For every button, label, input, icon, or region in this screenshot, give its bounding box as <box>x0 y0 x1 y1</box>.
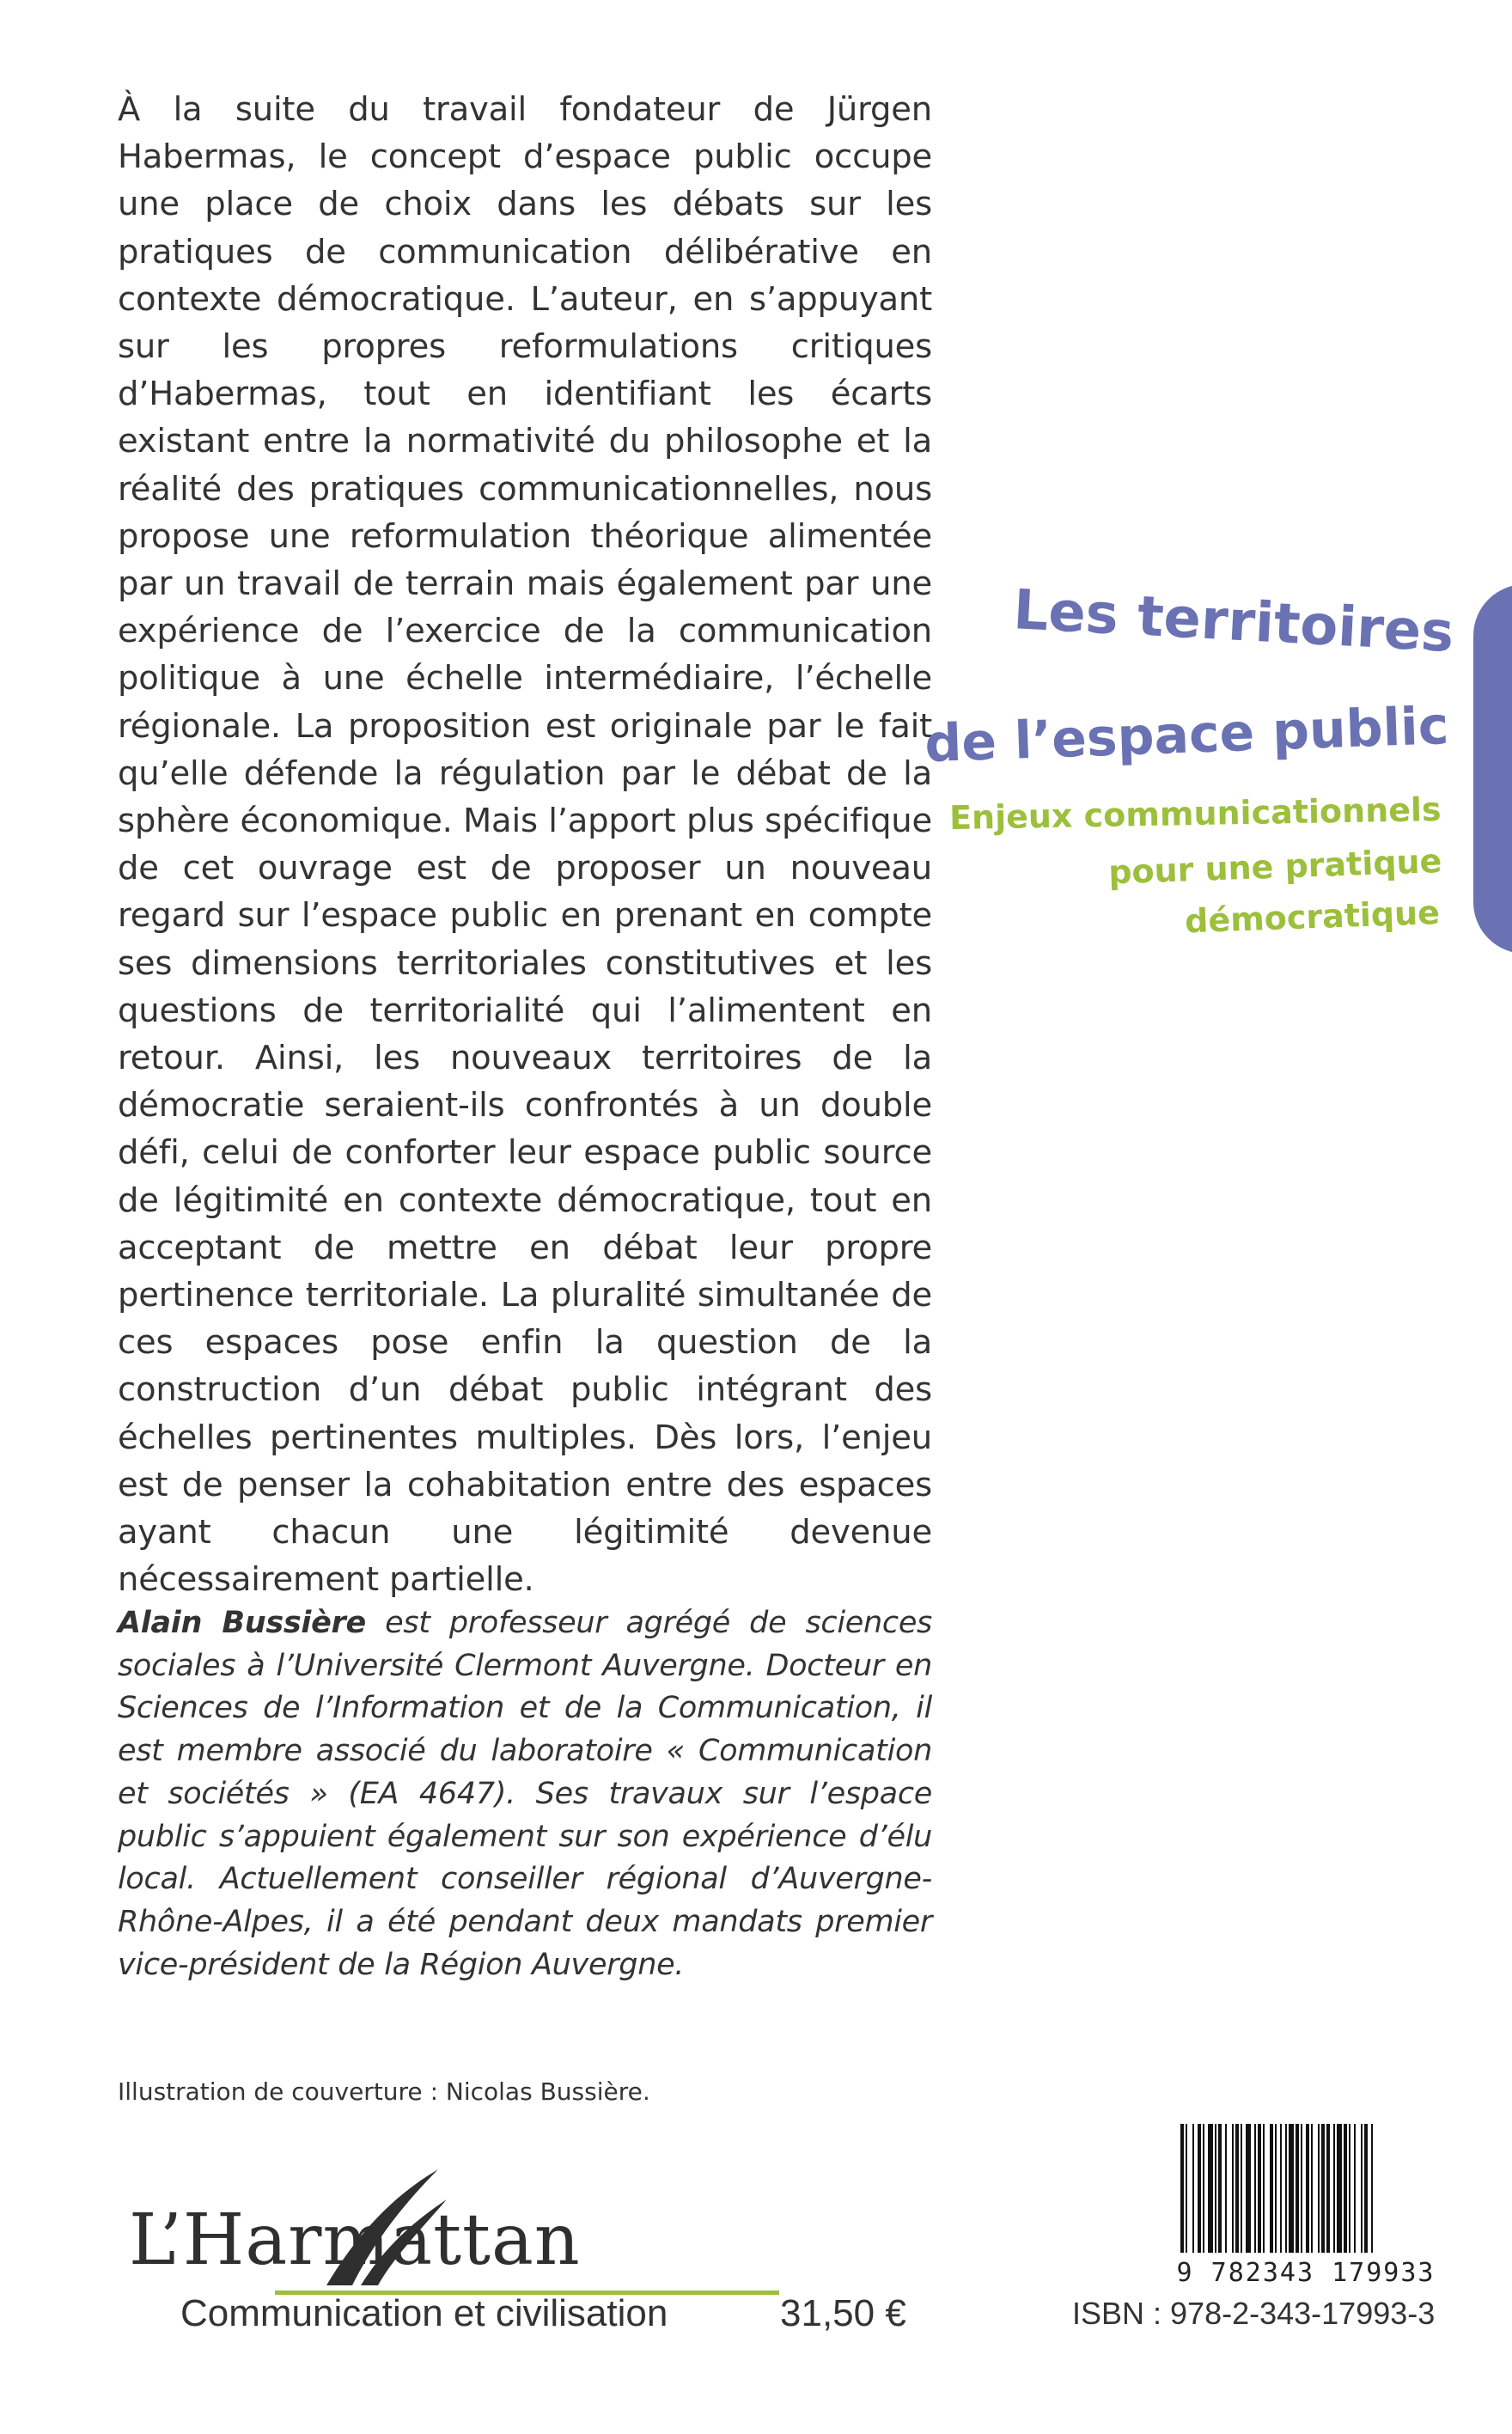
barcode-bar <box>1321 2124 1325 2253</box>
publisher-name: L’Harmattan <box>129 2199 581 2281</box>
barcode-bar <box>1225 2124 1227 2253</box>
barcode-bar <box>1180 2124 1184 2253</box>
book-title-line-1: Les territoires <box>1011 578 1455 665</box>
book-subtitle-line-3: démocratique <box>1184 894 1441 941</box>
cover-illustration-credit: Illustration de couverture : Nicolas Bussière. <box>118 2077 650 2106</box>
barcode-bar <box>1306 2124 1309 2253</box>
book-subtitle-line-2: pour une pratique <box>1107 842 1442 892</box>
barcode-bar <box>1270 2124 1273 2253</box>
price: 31,50 € <box>780 2292 906 2334</box>
barcode-bar <box>1361 2124 1363 2253</box>
author-bio <box>118 1602 932 1986</box>
barcode <box>1160 2120 1452 2292</box>
barcode-bar <box>1289 2124 1294 2253</box>
barcode-bars <box>1177 2124 1435 2253</box>
barcode-bar <box>1232 2124 1234 2253</box>
barcode-bar <box>1333 2124 1335 2253</box>
barcode-bar <box>1296 2124 1299 2253</box>
barcode-bar <box>1192 2124 1194 2253</box>
title-block <box>923 578 1460 954</box>
barcode-bar <box>1208 2124 1213 2253</box>
barcode-bar <box>1235 2124 1239 2253</box>
barcode-bar <box>1186 2124 1187 2253</box>
barcode-bar <box>1354 2124 1356 2253</box>
barcode-bar <box>1280 2124 1282 2253</box>
author-name: Alain Bussière <box>118 1606 366 1640</box>
barcode-bar <box>1198 2124 1201 2253</box>
book-title-line-2: de l’espace public <box>923 696 1450 775</box>
barcode-bar <box>1326 2124 1330 2253</box>
publisher-logo <box>129 2165 644 2303</box>
barcode-bar <box>1311 2124 1313 2253</box>
barcode-bar <box>1371 2124 1373 2253</box>
side-color-tab <box>1473 584 1512 954</box>
barcode-bar <box>1349 2124 1350 2253</box>
collection-name: Communication et civilisation <box>180 2292 668 2334</box>
barcode-bar <box>1275 2124 1277 2253</box>
barcode-bar <box>1337 2124 1342 2253</box>
book-subtitle-line-1: Enjeux communicationnels <box>949 790 1442 837</box>
barcode-digits: 9 782343 179933 <box>1176 2258 1436 2288</box>
barcode-bar <box>1203 2124 1204 2253</box>
barcode-bar <box>1241 2124 1242 2253</box>
barcode-bar <box>1258 2124 1261 2253</box>
barcode-bar <box>1254 2124 1256 2253</box>
barcode-bar <box>1301 2124 1302 2253</box>
barcode-bar <box>1246 2124 1251 2253</box>
barcode-bar <box>1263 2124 1265 2253</box>
barcode-bar <box>1285 2124 1287 2253</box>
barcode-bar <box>1364 2124 1368 2253</box>
barcode-bar <box>1318 2124 1320 2253</box>
author-bio-text: est professeur agrégé de sciences sociales à l’Université Clermont Auvergne. Docteur en Sciences de l’Information et de la Communication, il est membre associé du laboratoire « Communication et sociétés » (EA 4647). Ses travaux sur l’espace public s’appuient également sur son expérience d’élu local. Actuellement conseiller régional d’Auvergne-Rhône-Alpes, il a été pendant deux mandats premier vice-président de la Région Auvergne. <box>118 1606 932 1982</box>
back-cover-summary: À la suite du travail fondateur de Jürgen Habermas, le concept d’espace public occupe une place de choix dans les débats sur les pratiques de communication délibérative en contexte démocratique. L’auteur, en s’appuyant sur les propres reformulations critiques d’Habermas, tout en identifiant les écarts existant entre la normativité du philosophe et la réalité des pratiques communicationnelles, nous propose une reformulation théorique alimentée par un travail de terrain mais également par une expérience de l’exercice de la communication politique à une échelle intermédiaire, l’échelle régionale. La proposition est originale par le fait qu’elle défende la régulation par le débat de la sphère économique. Mais l’apport plus spécifique de cet ouvrage est de proposer un nouveau regard sur l’espace public en prenant en compte ses dimensions territoriales constitutives et les questions de territorialité qui l’alimentent en retour. Ainsi, les nouveaux territoires de la démocratie seraient-ils confrontés à un double défi, celui de conforter leur espace public source de légitimité en contexte démocratique, tout en acceptant de mettre en débat leur propre pertinence territoriale. La pluralité simultanée de ces espaces pose enfin la question de la construction d’un débat public intégrant des échelles pertinentes multiples. Dès lors, l’enjeu est de penser la cohabitation entre des espaces ayant chacun une légitimité devenue nécessairement partielle. <box>118 90 932 1600</box>
isbn: ISBN : 978-2-343-17993-3 <box>1072 2296 1436 2331</box>
barcode-bar <box>1215 2124 1216 2253</box>
barcode-bar <box>1218 2124 1222 2253</box>
barcode-bar <box>1344 2124 1347 2253</box>
